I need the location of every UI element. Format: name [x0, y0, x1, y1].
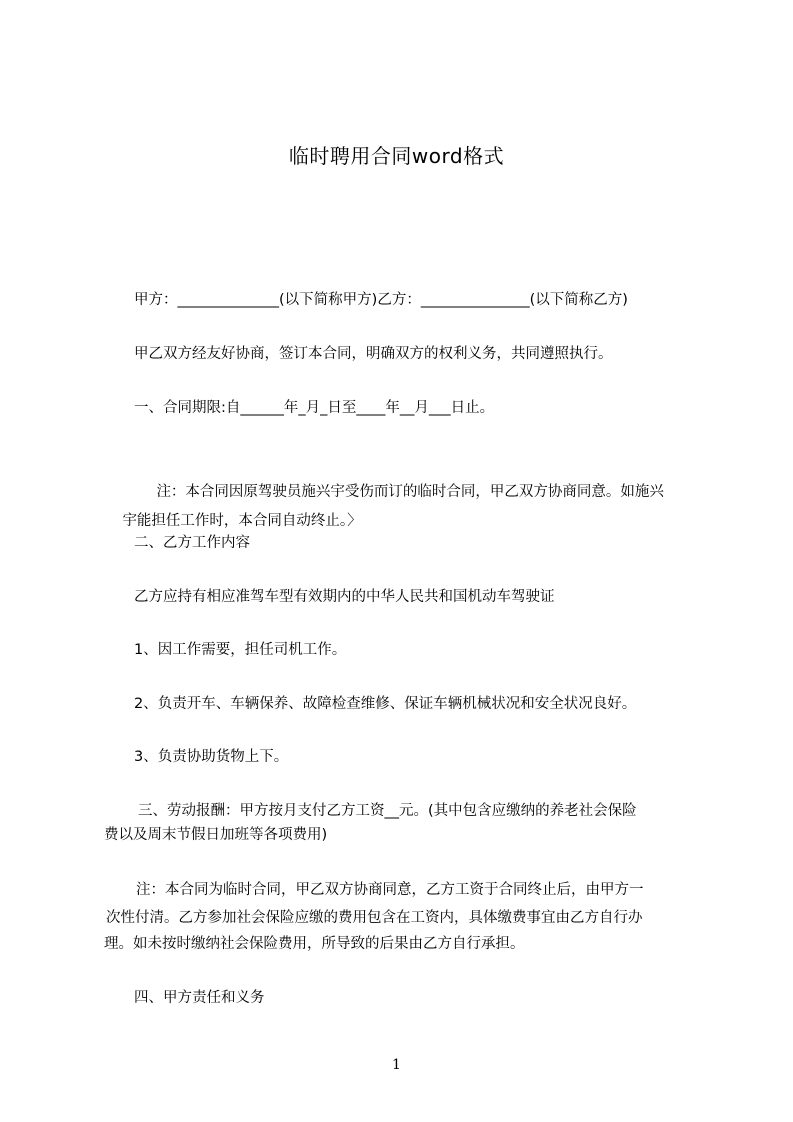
party-line: 甲方：______________(以下简称甲方)乙方：_______________(以下简称乙方): [134, 292, 628, 308]
duty-item-3: 3、负责协助货物上下。: [134, 749, 289, 765]
contract-term-heading: 一、合同期限:自______年_月_日至____年__月___日止。: [134, 400, 495, 416]
note-1-line-2: 宇能担任工作时，本合同自动终止。〉: [122, 513, 362, 529]
duty-item-2: 2、负责开车、车辆保养、故障检查维修、保证车辆机械状况和安全状况良好。: [134, 696, 637, 712]
duty-item-1: 1、因工作需要，担任司机工作。: [134, 642, 347, 658]
intro-paragraph: 甲乙双方经友好协商，签订本合同，明确双方的权利义务，共同遵照执行。: [134, 346, 613, 362]
note-2-line-3: 理。如未按时缴纳社会保险费用，所导致的后果由乙方自行承担。: [104, 936, 525, 952]
section-2-heading: 二、乙方工作内容: [134, 535, 250, 551]
note-1-line-1: 注：本合同因原驾驶员施兴宇受伤而订的临时合同，甲乙双方协商同意。如施兴: [156, 484, 664, 500]
document-title: 临时聘用合同word格式: [288, 144, 505, 168]
section-4-heading: 四、甲方责任和义务: [134, 990, 265, 1006]
section-3-line-2: 费以及周末节假日加班等各项费用): [104, 827, 328, 843]
license-requirement: 乙方应持有相应准驾车型有效期内的中华人民共和国机动车驾驶证: [134, 589, 555, 605]
note-2-line-2: 次性付清。乙方参加社会保险应缴的费用包含在工资内，具体缴费事宜由乙方自行办: [106, 910, 643, 926]
section-3-line-1: 三、劳动报酬：甲方按月支付乙方工资__元。(其中包含应缴纳的养老社会保险: [138, 803, 637, 819]
note-2-line-1: 注：本合同为临时合同，甲乙双方协商同意，乙方工资于合同终止后，由甲方一: [136, 882, 644, 898]
page-number: 1: [392, 1057, 401, 1073]
